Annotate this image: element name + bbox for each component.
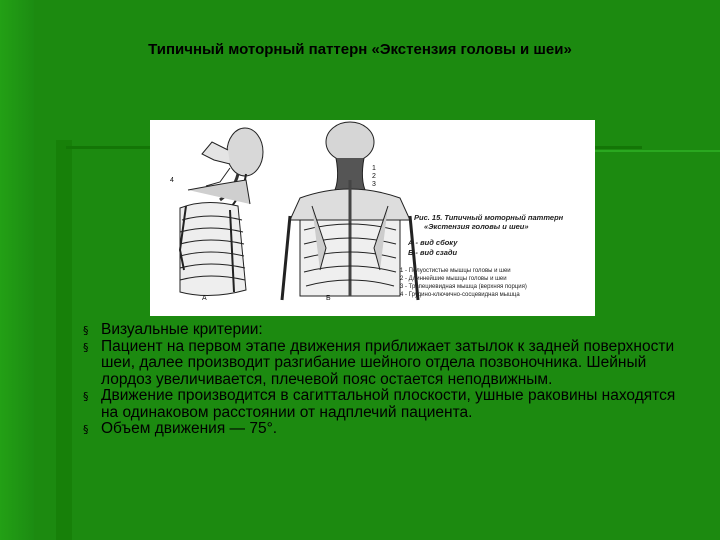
side-view-figure — [180, 128, 263, 296]
list-item-text: Визуальные критерии: — [101, 321, 263, 338]
anatomy-illustration — [150, 120, 595, 316]
legend-item: 2 - Длиннейшие мышцы головы и шеи — [400, 276, 507, 282]
label-3: 3 — [372, 181, 376, 188]
label-2: 2 — [372, 173, 376, 180]
figure-caption: Рис. 15. Типичный моторный паттерн — [414, 213, 564, 222]
anatomy-figure — [150, 120, 595, 316]
list-item — [83, 322, 683, 339]
background-band — [0, 0, 34, 540]
label-1: 1 — [372, 165, 376, 172]
slide-title: Типичный моторный паттерн «Экстензия головы и шеи» — [148, 41, 572, 58]
list-item — [83, 421, 683, 438]
list-item — [83, 339, 683, 389]
legend-item: 1 - Полуостистые мышцы головы и шеи — [400, 268, 511, 274]
bullet-marker: § — [83, 390, 89, 403]
background-shadow — [56, 140, 72, 540]
bullet-marker: § — [83, 340, 89, 354]
list-item-text: Объем движения — 75°. — [101, 420, 278, 437]
list-item — [83, 388, 683, 421]
view-label-b: Б - вид сзади — [408, 248, 458, 257]
bullet-marker: § — [83, 324, 89, 337]
back-view-figure — [282, 122, 418, 300]
legend-item: 4 - Грудино-ключично-сосцевидная мышца — [400, 292, 520, 298]
label-a: А — [202, 295, 207, 302]
label-b: Б — [326, 295, 331, 302]
figure-caption: «Экстензия головы и шеи» — [424, 222, 529, 231]
bullet-marker: § — [83, 423, 89, 436]
criteria-list — [83, 322, 683, 438]
legend-item: 3 - Трапециевидная мышца (верхняя порция) — [400, 284, 527, 290]
view-label-a: А - вид сбоку — [408, 238, 458, 247]
label-4: 4 — [170, 177, 174, 184]
list-item-text: Пациент на первом этапе движения приближает затылок к задней поверхности шеи, далее производит разгибание шейного отдела позвоночника. Шейный лордоз увеличивается, плечевой пояс остается неподвижным. — [101, 337, 675, 388]
list-item-text: Движение производится в сагиттальной плоскости, ушные раковины находятся на одинаковом расстоянии от надплечий пациента. — [101, 387, 676, 421]
